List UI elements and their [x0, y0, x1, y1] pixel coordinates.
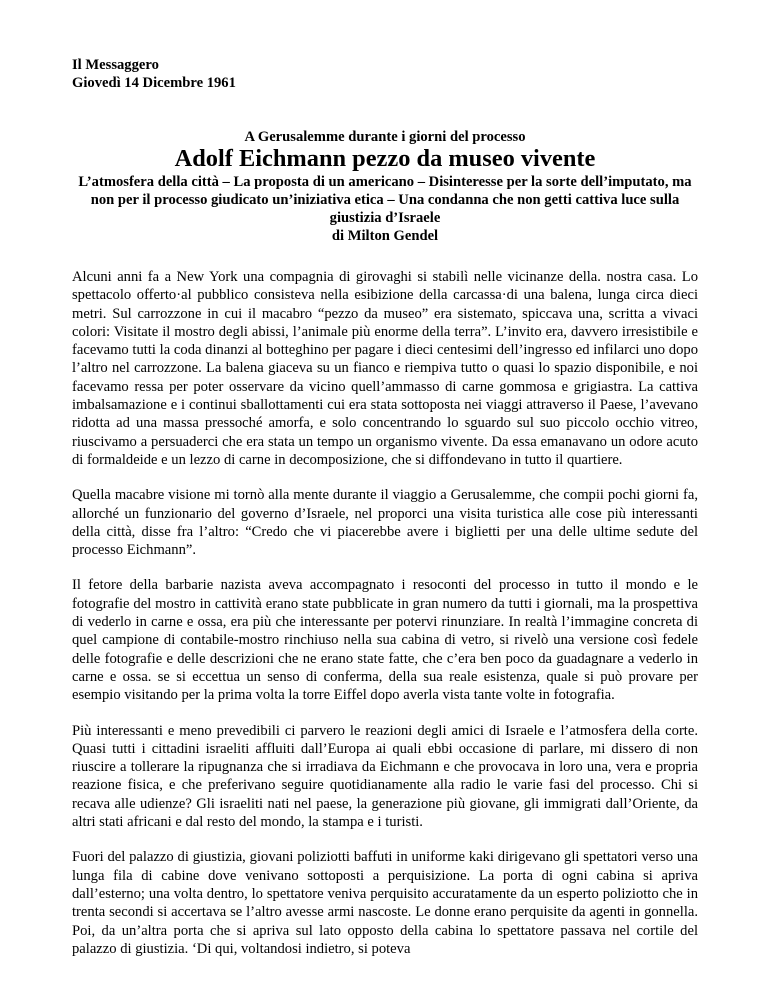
document-page: [72, 56, 698, 975]
article-paragraph: Quella macabre visione mi tornò alla mente durante il viaggio a Gerusalemme, che compii pochi giorni fa, allorché un funzionario del governo d’Israele, nel proporci una visita turistica alle cose più interessanti della città, disse fra l’altro: “Credo che vi piacerebbe avere i biglietti per una delle ultime sedute del processo Eichmann”.: [72, 487, 698, 559]
article-paragraph: Alcuni anni fa a New York una compagnia di girovaghi si stabilì nelle vicinanze della. nostra casa. Lo spettacolo offerto·al pubblico consisteva nella esibizione della carcassa·di una balena, lunga circa dieci metri. Sul carrozzone in cui il macabro “pezzo da museo” era sistemato, spiccava una, scritta a vivaci colori: Visitate il mostro degli abissi, l’animale più enorme della terra”. L’invito era, davvero irresistibile e facevamo tutti la coda dinanzi al botteghino per pagare i dieci centesimi dell’ingresso ed infilarci uno dopo l’altro nel carrozzone. La balena giaceva su un fianco e riempiva tutto o quasi lo spazio disponibile, e noi facevamo ressa per poter osservare da vicino quell’ammasso di carne gommosa e grigiastra. La cattiva imbalsamazione e i continui sballottamenti cui era stata sottoposta nei viaggi attraverso il Paese, l’avevano ridotta ad una massa pressoché amorfa, e solo concentrando lo sguardo sul suo piccolo occhio vitreo, riuscivamo a persuaderci che era stata un tempo un organismo vivente. Da essa emanavano un odore acuto di formaldeide e un lezzo di carne in decomposizione, che si diffondevano in tutto il quartiere.: [72, 269, 698, 468]
article-paragraph: Più interessanti e meno prevedibili ci parvero le reazioni degli amici di Israele e l’atmosfera della corte. Quasi tutti i cittadini israeliti affluiti dall’Europa ai quali ebbi occasione di parlare, mi dissero di non riuscire a tollerare la ripugnanza che si irradiava da Eichmann e che provocava in loro una, vera e propria reazione fisica, e che preferivano seguire quotidianamente alla radio le varie fasi del processo. Chi si recava alle udienze? Gli israeliti nati nel paese, la generazione più giovane, gli immigrati dall’Oriente, da altri stati africani e dal resto del mondo, la stampa e i turisti.: [72, 722, 698, 831]
article-headline: Adolf Eichmann pezzo da museo vivente: [174, 145, 596, 172]
article-body: [72, 268, 698, 958]
article-paragraph: Fuori del palazzo di giustizia, giovani poliziotti baffuti in uniforme kaki dirigevano gli spettatori verso una lunga fila di cabine dove venivano sottoposti a perquisizione. La porta di ogni cabina si apriva dall’esterno; una volta dentro, lo spettatore veniva perquisito accuratamente da un esperto poliziotto che in trenta secondi si accertava se l’altro avesse armi nascoste. Le donne erano perquisite da agenti in gonnella. Poi, da un’altra porta che si apriva sul lato opposto della cabina lo spettatore passava nel cortile del palazzo di giustizia. ‘Di qui, voltandosi indietro, si poteva: [72, 849, 698, 957]
newspaper-name: Il Messaggero: [72, 57, 159, 73]
article-paragraph: Il fetore della barbarie nazista aveva accompagnato i resoconti del processo in tutto il mondo e le fotografie del mostro in cattività erano state pubblicate in gran numero da tutti i giornali, ma la prospettiva di vederlo in carne e ossa, era più che interessante per potervi rinunziare. In realtà l’immagine concreta di quel campione di contabile-mostro rinchiuso nella sua cabina di vetro, si rivelò una versione così fedele delle fotografie e delle descrizioni che ne erano state fatte, che c’era ben poco da guadagnare a vederlo in carne e ossa. se si eccettua un senso di conferma, della sua reale esistenza, quale si può provare per esempio visitando per la prima volta la torre Eiffel dopo averla vista tante volte in fotografia.: [72, 577, 698, 704]
article-subheadline: L’atmosfera della città – La proposta di un americano – Disinteresse per la sorte dell’imputato, ma non per il processo giudicato un’iniziativa etica – Una condanna che non getti cattiva luce sulla giustizia d’Israele: [78, 174, 692, 226]
masthead: [72, 56, 698, 92]
article-byline: di Milton Gendel: [331, 228, 439, 244]
article-overline: A Gerusalemme durante i giorni del processo: [244, 129, 526, 145]
publication-date: Giovedì 14 Dicembre 1961: [72, 75, 236, 91]
